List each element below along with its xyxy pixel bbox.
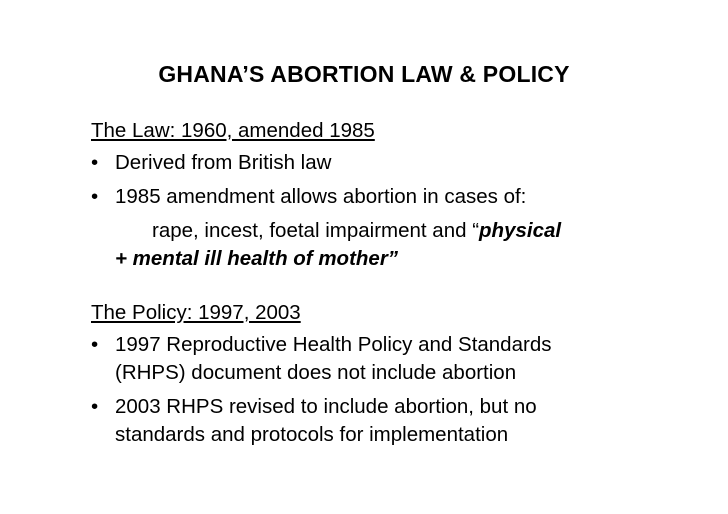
law-sub-line-emphasis: physical (479, 219, 562, 242)
policy-bullet-2-line-1: 2003 RHPS revised to include abortion, but no (115, 395, 537, 418)
bullet-marker: • (91, 185, 99, 208)
policy-bullet-1-line-2: (RHPS) document does not include abortion (115, 361, 517, 384)
bullet-marker: • (91, 151, 99, 174)
law-bullet-1: Derived from British law (115, 151, 332, 174)
slide-title: GHANA’S ABORTION LAW & POLICY (158, 61, 570, 87)
law-sub-line (152, 218, 561, 244)
law-bullet-2: 1985 amendment allows abortion in cases of: (115, 185, 527, 208)
policy-heading: The Policy: 1997, 2003 (91, 301, 301, 324)
policy-bullet-1-line-1: 1997 Reproductive Health Policy and Standards (115, 333, 552, 356)
policy-bullet-2-line-2: standards and protocols for implementation (115, 423, 509, 446)
law-heading: The Law: 1960, amended 1985 (91, 119, 375, 142)
bullet-marker: • (91, 333, 99, 356)
bullet-marker: • (91, 395, 99, 418)
law-sub-line-text: rape, incest, foetal impairment and “ (152, 219, 480, 242)
law-sub-line-continuation: + mental ill health of mother” (115, 247, 399, 270)
